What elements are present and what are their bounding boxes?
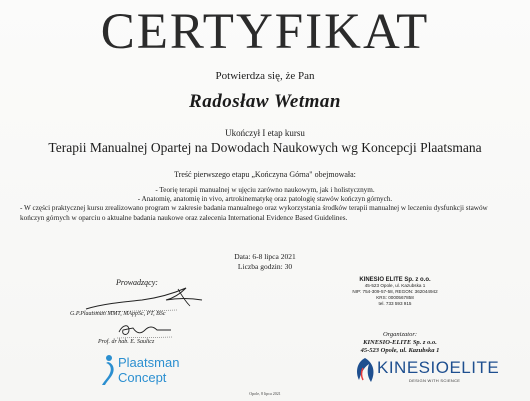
kinesio-logo-text: KINESIOELITE bbox=[377, 358, 500, 377]
stamp-address: 45-523 Opole, ul. Kazubska 1 bbox=[364, 283, 426, 288]
bullet-item: - W części praktycznej kursu zrealizowano program w zakresie badania manualnego oraz wykorzystania środków terapii manualnej w leczeniu dysfunkcji stawów kończyn górnych w oparciu o aktualne badania naukowe oraz zalecenia International Evidence Based Guidelines. bbox=[20, 204, 488, 222]
organizer-address: 45-523 Opole, ul. Kazubska 1 bbox=[360, 347, 440, 354]
footer-place-date: Opole, 8 lipca 2021 bbox=[249, 391, 281, 396]
instructors-label: Prowadzący: bbox=[116, 278, 158, 287]
course-name: Terapii Manualnej Opartej na Dowodach Naukowych wg Koncepcji Plaatsmana bbox=[48, 140, 482, 155]
plaatsman-concept-logo bbox=[100, 354, 190, 388]
content-bullets bbox=[20, 186, 510, 223]
stamp-phone: tel. 733 593 915 bbox=[378, 301, 412, 306]
certificate-title: CERTYFIKAT bbox=[100, 4, 430, 60]
kinesio-tape-icon bbox=[353, 356, 377, 384]
content-intro: Treść pierwszego etapu „Kończyna Górna" obejmowała: bbox=[174, 170, 356, 179]
signature-saulicz bbox=[115, 320, 175, 340]
course-hours: Liczba godzin: 30 bbox=[237, 262, 293, 271]
person-figure-icon bbox=[100, 354, 116, 386]
instructor-2-name: Prof. dr hab. E. Saulicz bbox=[98, 339, 155, 345]
stamp-nip-regon: NIP: 754-309-57-58, REGON: 362044942 bbox=[352, 289, 438, 294]
bullet-item: - Teorię terapii manualnej w ujęciu zarówno naukowym, jak i holistycznym. bbox=[155, 186, 375, 194]
kinesio-elite-logo bbox=[353, 356, 500, 388]
stamp-krs: KRS: 0000567858 bbox=[376, 295, 414, 300]
instructor-1-name: G.P.Plaatsman MMT, MAppSc, PT, BSc bbox=[70, 311, 166, 317]
organizer-label: Organizator: bbox=[382, 331, 418, 338]
stamp-company-name: KINESIO ELITE Sp. z o.o. bbox=[359, 277, 431, 283]
signature-plaatsman bbox=[82, 284, 207, 314]
bullet-item: - Anatomię, anatomię in vivo, artrokinematykę oraz patologię stawów kończyn górnych. bbox=[137, 195, 393, 204]
course-date: Data: 6-8 lipca 2021 bbox=[234, 252, 296, 261]
organizer-name: KINESIO-ELITE Sp. z o.o. bbox=[363, 339, 437, 346]
company-stamp bbox=[330, 277, 460, 307]
confirm-text: Potwierdza się, że Pan bbox=[215, 70, 315, 82]
concept-logo-text: Concept bbox=[118, 370, 167, 385]
recipient-name: Radosław Wetman bbox=[189, 91, 341, 112]
completed-text: Ukończył I etap kursu bbox=[225, 128, 305, 138]
organizer-block bbox=[330, 331, 470, 355]
kinesio-tagline: DESIGN WITH SCIENCE bbox=[409, 378, 461, 383]
plaatsman-logo-text: Plaatsman bbox=[118, 355, 180, 370]
